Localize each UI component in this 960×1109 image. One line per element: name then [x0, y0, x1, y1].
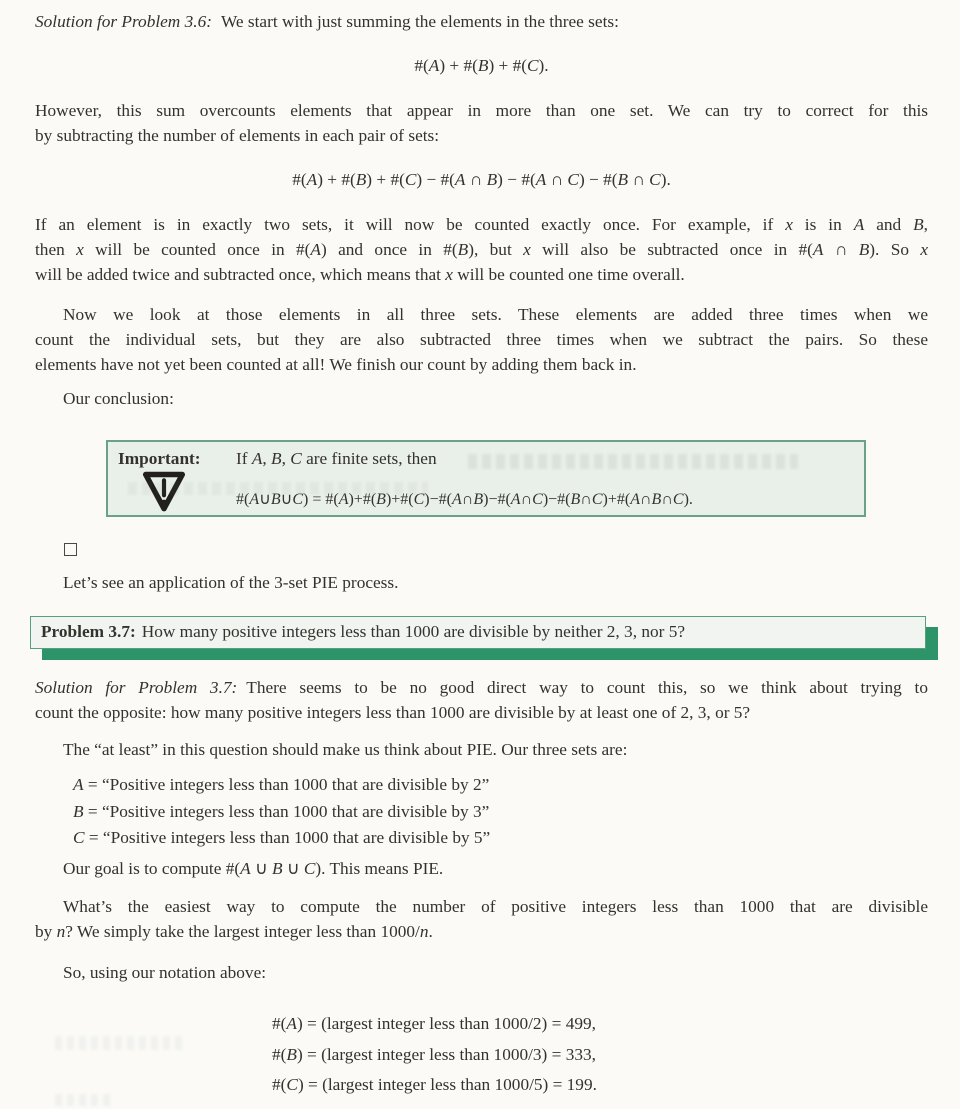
problem-3-7-box — [30, 616, 926, 649]
problem-3-7-text: How many positive integers less than 1000 are divisible by neither 2, 3, nor 5? — [141, 622, 686, 641]
solution-3-7-line2: count the opposite: how many positive integers less than 1000 are divisible by at least one of 2, 3, or 5? — [35, 702, 751, 722]
important-callout-box — [106, 440, 866, 517]
at-least-line: The “at least” in this question should make us think about PIE. Our three sets are: — [63, 740, 628, 759]
paragraph-exactly-two: If an element is in exactly two sets, it will now be counted exactly once. For example, if x is in A and B, then x will be counted once in #(A) and once in #(B), but x will also be subtracted once in #(A ∩ B). So x will be added twice and subtracted once, which means that x will be counted one time overall. — [35, 215, 929, 284]
computation-results: #(A) = (largest integer less than 1000/2) = 499, #(B) = (largest integer less than 1000/3) = 333, #(C) = (largest integer less than 1000/5) = 199. — [272, 1014, 597, 1095]
ink-bleed-artifact — [55, 1036, 185, 1050]
solution-3-6-intro — [35, 10, 928, 34]
solution-3-7-intro-text: There seems to be no good direct way to count this, so we think about trying to — [246, 678, 929, 697]
solution-3-7-label: Solution for Problem 3.7: — [35, 678, 238, 697]
ink-bleed-artifact — [128, 482, 428, 495]
important-pie-formula: #(A∪B∪C) = #(A)+#(B)+#(C)−#(A∩B)−#(A∩C)−#(B∩C)+#(A∩B∩C). — [236, 491, 693, 508]
solution-3-6-intro-text: We start with just summing the elements in the three sets: — [220, 12, 619, 31]
problem-3-7-label: Problem 3.7: — [41, 622, 136, 641]
our-conclusion-line: Our conclusion: — [63, 389, 174, 408]
important-condition: If A, B, C are finite sets, then — [236, 449, 437, 468]
important-label: Important: — [118, 449, 201, 468]
notation-intro-line: So, using our notation above: — [63, 963, 267, 982]
paragraph-three-sets: Now we look at those elements in all three sets. These elements are added three times when we count the individual sets, but they are also subtracted three times when we subtract the pairs. So these elements have not yet been counted at all! We finish our count by adding them back in. — [35, 305, 928, 374]
set-definitions-list: A = “Positive integers less than 1000 that are divisible by 2” B = “Positive integers less than 1000 that are divisible by 3” C = “Positive integers less than 1000 that are divisible by 5” — [73, 775, 491, 847]
solution-3-7-intro — [35, 676, 928, 725]
solution-3-6-label: Solution for Problem 3.6: — [35, 12, 212, 31]
paragraph-overcounts: However, this sum overcounts elements that appear in more than one set. We can try to correct for this by subtracting the number of elements in each pair of sets: — [35, 101, 928, 145]
goal-line: Our goal is to compute #(A ∪ B ∪ C). This means PIE. — [63, 859, 444, 878]
qed-square-icon — [64, 543, 77, 556]
ink-bleed-artifact — [468, 454, 798, 469]
lets-see-line: Let’s see an application of the 3-set PIE process. — [63, 573, 399, 592]
paragraph-easiest-way: What’s the easiest way to compute the number of positive integers less than 1000 that are divisible by n? We simply take the largest integer less than 1000/n. — [35, 897, 928, 941]
display-formula-sum: #(A) + #(B) + #(C). — [414, 56, 549, 75]
ink-bleed-artifact — [55, 1094, 115, 1106]
display-formula-pairs: #(A) + #(B) + #(C) − #(A ∩ B) − #(A ∩ C) − #(B ∩ C). — [292, 170, 671, 189]
